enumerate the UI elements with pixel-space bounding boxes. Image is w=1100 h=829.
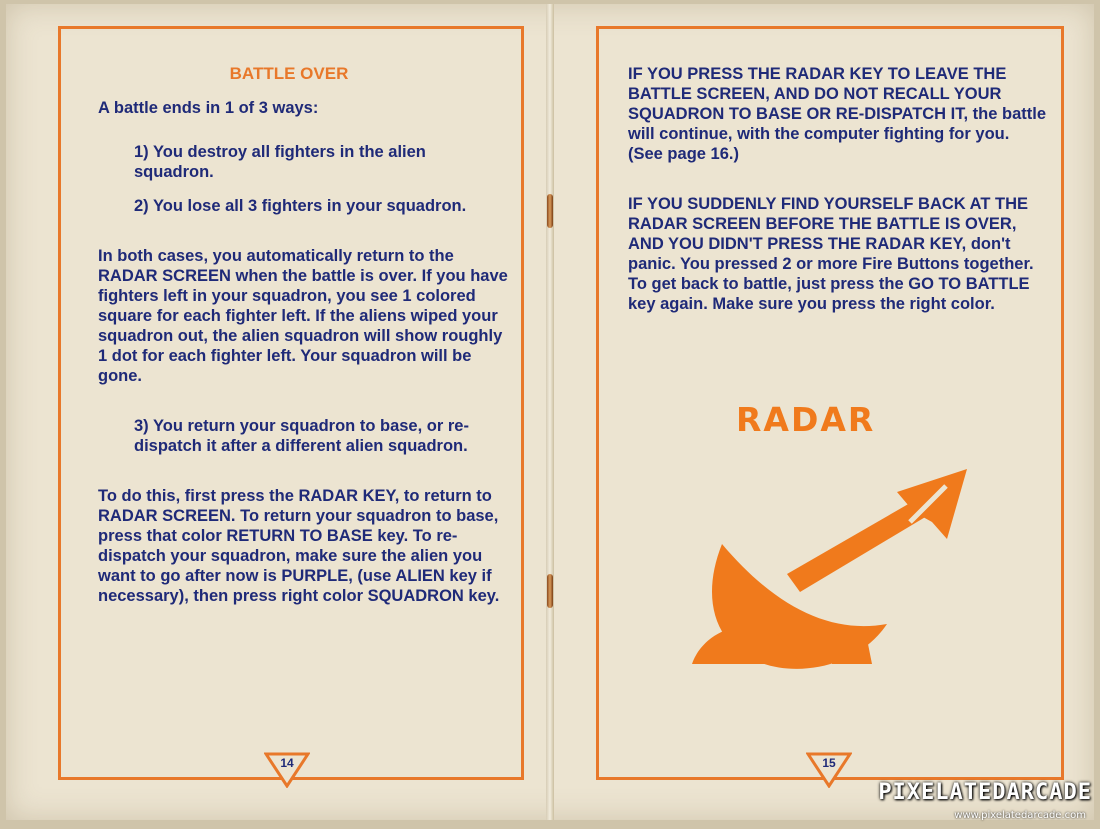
radar-section-title: RADAR: [736, 400, 876, 439]
way-item-3: 3) You return your squadron to base, or re-dispatch it after a different alien squadron.: [134, 417, 469, 455]
page-right: [550, 4, 1094, 820]
way-item-1: 1) You destroy all fighters in the alien squadron.: [134, 143, 426, 181]
radar-dish-icon: [682, 464, 982, 684]
back-at-radar-paragraph: IF YOU SUDDENLY FIND YOURSELF BACK AT THE RADAR SCREEN BEFORE THE BATTLE IS OVER, AND YOU DIDN'T PRESS THE RADAR KEY, don't panic. You pressed 2 or more Fire Buttons together. To get back to battle, just press the GO TO BATTLE key again. Make sure you press the right color.: [628, 195, 1034, 313]
watermark-url: www.pixelatedarcade.com: [954, 810, 1086, 821]
right-content: [628, 64, 1048, 314]
way-item-2: 2) You lose all 3 fighters in your squadron.: [134, 197, 467, 215]
page-number: 15: [822, 756, 836, 770]
section-heading: BATTLE OVER: [229, 64, 349, 83]
watermark-brand: PIXELATEDARCADE: [878, 780, 1092, 805]
radar-leave-paragraph: IF YOU PRESS THE RADAR KEY TO LEAVE THE BATTLE SCREEN, AND DO NOT RECALL YOUR SQUADRON TO BASE OR RE-DISPATCH IT, the battle will continue, with the computer fighting for you. (See page 16.): [628, 65, 1047, 163]
both-cases-paragraph: In both cases, you automatically return to the RADAR SCREEN when the battle is over. If you have fighters left in your squadron, you see 1 colored square for each fighter left. If the aliens wiped your squadron out, the alien squadron will show roughly 1 dot for each fighter left. Your squadron will be gone.: [98, 247, 508, 385]
page-marker: [806, 752, 852, 788]
page-number: 14: [280, 756, 294, 770]
page-left: [6, 4, 550, 820]
manual-spread: [6, 4, 1094, 820]
intro-text: A battle ends in 1 of 3 ways:: [98, 99, 319, 117]
page-marker: [264, 752, 310, 788]
left-content: [98, 64, 508, 606]
instructions-paragraph: To do this, first press the RADAR KEY, to return to RADAR SCREEN. To return your squadron to base, press that color RETURN TO BASE key. To re-dispatch your squadron, make sure the alien you want to go after now is PURPLE, (use ALIEN key if necessary), then press right color SQUADRON key.: [98, 487, 500, 605]
